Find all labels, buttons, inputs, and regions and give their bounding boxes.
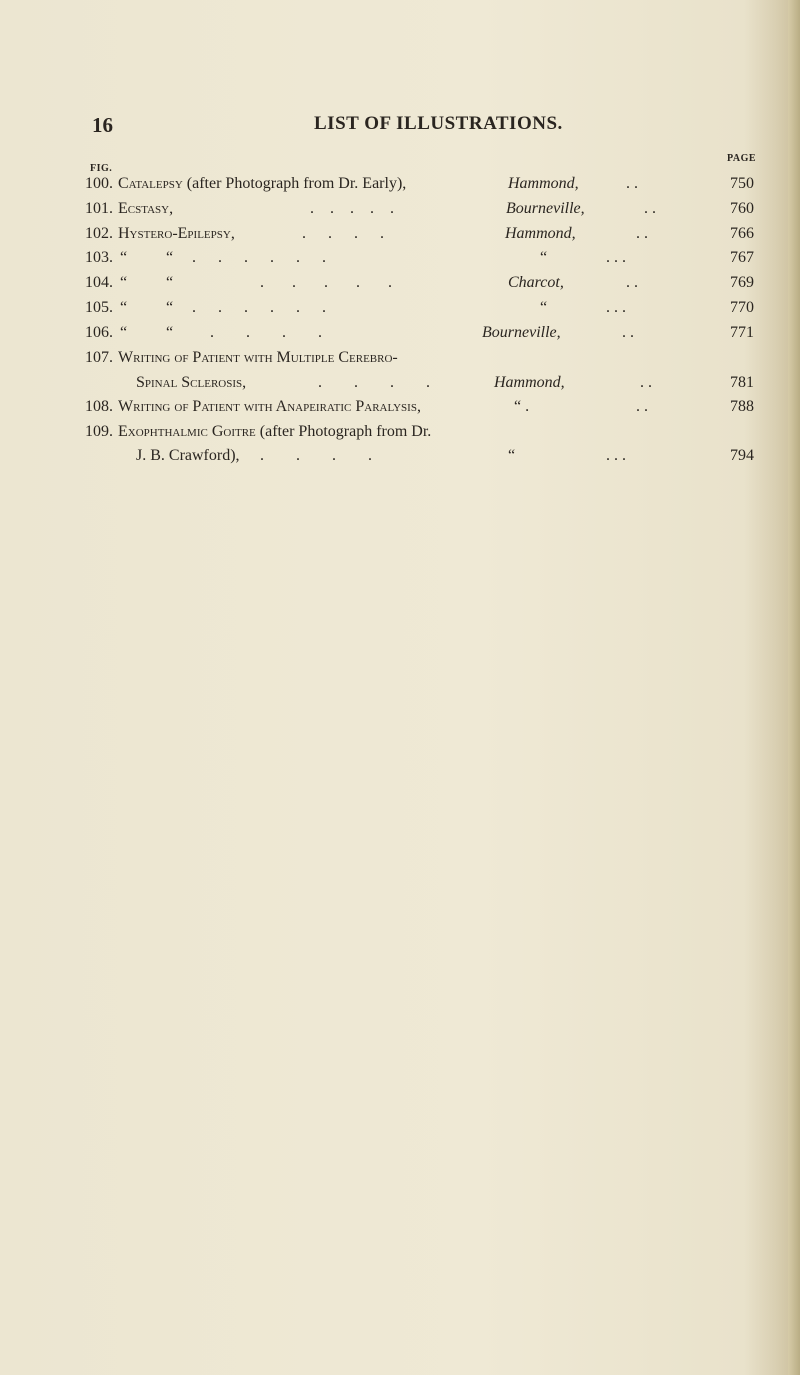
illustration-title: Spinal Sclerosis, xyxy=(136,374,247,391)
page-ref: 788 xyxy=(730,398,754,415)
page-ref: 794 xyxy=(730,447,754,464)
illustration-title: J. B. Crawford), xyxy=(136,447,240,464)
leader-dots: . . xyxy=(640,374,652,391)
fig-number: 107. xyxy=(85,349,113,366)
fig-number: 108. xyxy=(85,398,113,415)
author: Hammond, xyxy=(508,175,579,192)
page-ref: 771 xyxy=(730,324,754,341)
leader-dots: . . . . . xyxy=(260,274,404,291)
illustration-title: Ecstasy, xyxy=(118,200,174,217)
leader-dots: . . . . xyxy=(302,225,393,242)
leader-dots: . . xyxy=(626,274,638,291)
author: Hammond, xyxy=(494,374,565,391)
leader-dots: . . xyxy=(622,324,634,341)
ditto-mark: “ xyxy=(120,249,128,266)
fig-number: 101. xyxy=(85,200,113,217)
fig-number: 106. xyxy=(85,324,113,341)
leader-dots: . . xyxy=(636,398,648,415)
leader-dots: . . xyxy=(626,175,638,192)
page-ref: 767 xyxy=(730,249,754,266)
ditto-mark: “ xyxy=(166,299,174,316)
running-header xyxy=(0,113,800,143)
page-title: LIST OF ILLUSTRATIONS. xyxy=(314,113,563,134)
list-item xyxy=(0,197,800,221)
ditto-mark: “ xyxy=(120,274,128,291)
leader-dots: . . . xyxy=(606,447,626,464)
leader-dots: . . . . . . xyxy=(192,249,335,266)
fig-number: 105. xyxy=(85,299,113,316)
illustration-title: Writing of Patient with Anapeiratic Paralysis, xyxy=(118,398,421,415)
list-item-continuation xyxy=(0,444,800,468)
list-item xyxy=(0,420,800,444)
fig-number: 102. xyxy=(85,225,113,242)
list-item xyxy=(0,271,800,295)
list-item xyxy=(0,222,800,246)
page-ref: 781 xyxy=(730,374,754,391)
fig-number: 109. xyxy=(85,423,113,440)
leader-dots: . . . . xyxy=(260,447,386,464)
list-item xyxy=(0,246,800,270)
leader-dots: . . . . . xyxy=(310,200,400,217)
list-item xyxy=(0,172,800,196)
page-number: 16 xyxy=(92,113,113,137)
leader-dots: . . . . xyxy=(318,374,444,391)
author: Bourneville, xyxy=(506,200,585,217)
leader-dots: . . xyxy=(636,225,648,242)
leader-dots: . . . . xyxy=(210,324,336,341)
ditto-mark: “ xyxy=(166,324,174,341)
ditto-mark: “ xyxy=(120,324,128,341)
ditto-mark: “ . xyxy=(514,398,530,415)
leader-dots: . . . . . . xyxy=(192,299,335,316)
page-column-header: PAGE xyxy=(727,153,757,164)
ditto-mark: “ xyxy=(166,249,174,266)
fig-number: 103. xyxy=(85,249,113,266)
ditto-mark: “ xyxy=(540,249,548,266)
leader-dots: . . . xyxy=(606,249,626,266)
author: Hammond, xyxy=(505,225,576,242)
page-ref: 770 xyxy=(730,299,754,316)
page-ref: 769 xyxy=(730,274,754,291)
author: Charcot, xyxy=(508,274,564,291)
illustration-title: Exophthalmic Goitre (after Photograph from Dr. xyxy=(118,423,432,440)
list-item xyxy=(0,395,800,419)
ditto-mark: “ xyxy=(120,299,128,316)
page-ref: 766 xyxy=(730,225,754,242)
illustration-title: Catalepsy (after Photograph from Dr. Early), xyxy=(118,175,407,192)
list-item-continuation xyxy=(0,371,800,395)
ditto-mark: “ xyxy=(540,299,548,316)
page-ref: 760 xyxy=(730,200,754,217)
fig-number: 104. xyxy=(85,274,113,291)
page-ref: 750 xyxy=(730,175,754,192)
leader-dots: . . . xyxy=(606,299,626,316)
list-item xyxy=(0,346,800,370)
leader-dots: . . xyxy=(644,200,656,217)
fig-number: 100. xyxy=(85,175,113,192)
ditto-mark: “ xyxy=(166,274,174,291)
list-item xyxy=(0,296,800,320)
list-item xyxy=(0,321,800,345)
illustration-title: Writing of Patient with Multiple Cerebro- xyxy=(118,349,398,366)
illustration-title: Hystero-Epilepsy, xyxy=(118,225,235,242)
fig-column-header: FIG. xyxy=(90,163,113,174)
ditto-mark: “ xyxy=(508,447,516,464)
author: Bourneville, xyxy=(482,324,561,341)
